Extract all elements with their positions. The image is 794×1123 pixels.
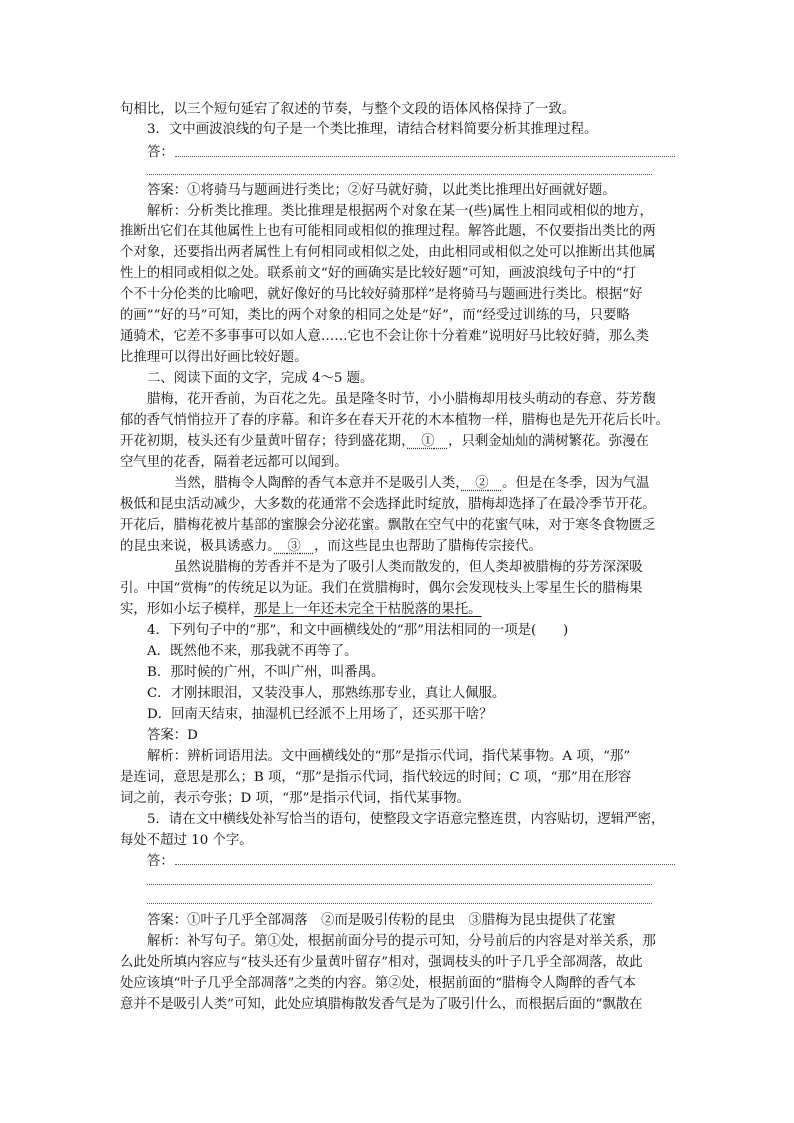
answer-line[interactable] bbox=[147, 884, 652, 885]
answer-4: 答案：D bbox=[147, 728, 198, 743]
text-line: 个不十分伦类的比喻吧，就好像好的马比较好骑那样”是将骑马与题画进行类比。根据“好 bbox=[120, 287, 643, 302]
analysis-4: 解析：辨析词语用法。文中画横线处的“那”是指示代词，指代某事物。A 项，“那” bbox=[147, 749, 631, 764]
option-d[interactable]: D．回南天结束，抽湿机已经派不上用场了，还买那干啥？ bbox=[147, 707, 493, 722]
text-line: 推断出它们在其他属性上也有可能相同或相似的推理过程。解答此题，不仅要指出类比的两 bbox=[120, 224, 656, 239]
blank-1: ① bbox=[421, 434, 435, 449]
text-line: 每处不超过 10 个字。 bbox=[120, 833, 253, 848]
section-heading: 二、阅读下面的文字，完成 4～5 题。 bbox=[147, 371, 374, 386]
passage-line: 郁的香气悄悄拉开了春的序幕。和许多在春天开花的木本植物一样，腊梅也是先开花后长叶。 bbox=[120, 413, 670, 428]
analysis-3: 解析：分析类比推理。类比推理是根据两个对象在某一(些)属性上相同或相似的地方， bbox=[147, 204, 653, 219]
passage-line: 虽然说腊梅的芳香并不是为了吸引人类而散发的，但人类却被腊梅的芬芳深深吸 bbox=[174, 560, 643, 575]
blank-3: ③ bbox=[287, 539, 301, 554]
answer-3: 答案：①将骑马与题画进行类比；②好马就好骑，以此类比推理出好画就好题。 bbox=[147, 183, 616, 198]
text-line: 句相比，以三个短句延宕了叙述的节奏，与整个文段的语体风格保持了一致。 bbox=[120, 102, 576, 117]
text-line: 个对象，还要指出两者属性上有何相同或相似之处，由此相同或相似之处可以推断出其他属 bbox=[120, 245, 656, 260]
passage-line: 腊梅，花开香前，为百花之先。虽是隆冬时节，小小腊梅却用枝头萌动的春意、芬芳馥 bbox=[147, 392, 656, 407]
text-line: 意并不是吸引人类”可知，此处应填腊梅散发香气是为了吸引什么，而根据后面的“飘散在 bbox=[120, 997, 643, 1012]
answer-line[interactable] bbox=[147, 903, 652, 904]
text-line: 是连词，意思是那么；B 项，“那”是指示代词，指代较远的时间；C 项，“那”用在形容 bbox=[120, 770, 632, 785]
answer-5: 答案：①叶子几乎全部凋落 ②而是吸引传粉的昆虫 ③腊梅为昆虫提供了花蜜 bbox=[147, 913, 616, 928]
text-line: 处应该填“叶子几乎全部凋落”之类的内容。第②处，根据前面的“腊梅令人陶醉的香气本 bbox=[120, 976, 636, 991]
text-line: 词之前，表示夸张；D 项，“那”是指示代词，指代某事物。 bbox=[120, 791, 471, 806]
answer-label: 答： bbox=[147, 145, 174, 160]
text-line: 么此处所填内容应与“枝头还有少量黄叶留存”相对，强调枝头的叶子几乎全部凋落，故此 bbox=[120, 955, 643, 970]
option-a[interactable]: A．既然他不来，那我就不再等了。 bbox=[147, 644, 358, 659]
answer-label: 答： bbox=[147, 854, 174, 869]
passage-line: 开花初期，枝头还有少量黄叶留存；待到盛花期， ① ，只剩金灿灿的满树繁花。弥漫在 bbox=[120, 434, 649, 449]
passage-line: 当然，腊梅令人陶醉的香气本意并不是吸引人类， ② 。但是在冬季，因为气温 bbox=[174, 476, 650, 491]
text-line: 比推理可以得出好画比较好题。 bbox=[120, 350, 308, 365]
text-line: 的画”“好的马”可知，类比的两个对象的相同之处是“好”，而“经受过训练的马，只要略 bbox=[120, 308, 630, 323]
question-4: 4．下列句子中的“那”，和文中画横线处的“那”用法相同的一项是( ) bbox=[147, 623, 569, 638]
answer-line[interactable] bbox=[147, 174, 652, 175]
passage-line: 空气里的花香，隔着老远都可以闻到。 bbox=[120, 455, 348, 470]
question-5: 5．请在文中横线处补写恰当的语句，使整段文字语意完整连贯，内容贴切，逻辑严密， bbox=[147, 812, 665, 827]
option-c[interactable]: C．才刚抹眼泪，又装没事人，那熟练那专业，真让人佩服。 bbox=[147, 686, 506, 701]
answer-line[interactable] bbox=[175, 864, 675, 865]
option-b[interactable]: B．那时候的广州，不叫广州，叫番禺。 bbox=[147, 665, 385, 680]
passage-line: 实，形如小坛子模样，那是上一年还未完全干枯脱落的果托。 bbox=[120, 602, 482, 617]
blank-2: ② bbox=[475, 476, 489, 491]
passage-line: 引。中国“赏梅”的传统足以为证。我们在赏腊梅时，偶尔会发现枝头上零星生长的腊梅果 bbox=[120, 581, 643, 596]
answer-line[interactable] bbox=[175, 156, 675, 157]
question-3: 3．文中画波浪线的句子是一个类比推理，请结合材料简要分析其推理过程。 bbox=[147, 122, 598, 137]
passage-line: 极低和昆虫活动减少，大多数的花通常不会选择此时绽放，腊梅却选择了在最冷季节开花。 bbox=[120, 497, 656, 512]
text-line: 通骑术，它差不多事事可以如人意……它也不会让你十分着难”说明好马比较好骑，那么类 bbox=[120, 329, 650, 344]
analysis-5: 解析：补写句子。第①处，根据前面分号的提示可知，分号前后的内容是对举关系，那 bbox=[147, 934, 656, 949]
text-line: 性上的相同或相似之处。联系前文“好的画确实是比较好题”可知，画波浪线句子中的“打 bbox=[120, 266, 636, 281]
passage-line: 开花后，腊梅花被片基部的蜜腺会分泌花蜜。飘散在空气中的花蜜气味，对于寒冬食物匮乏 bbox=[120, 518, 656, 533]
underlined-sentence: 那是上一年还未完全干枯脱落的果托。 bbox=[253, 602, 482, 617]
passage-line: 的昆虫来说，极具诱惑力。 ③ ，而这些昆虫也帮助了腊梅传宗接代。 bbox=[120, 539, 542, 554]
